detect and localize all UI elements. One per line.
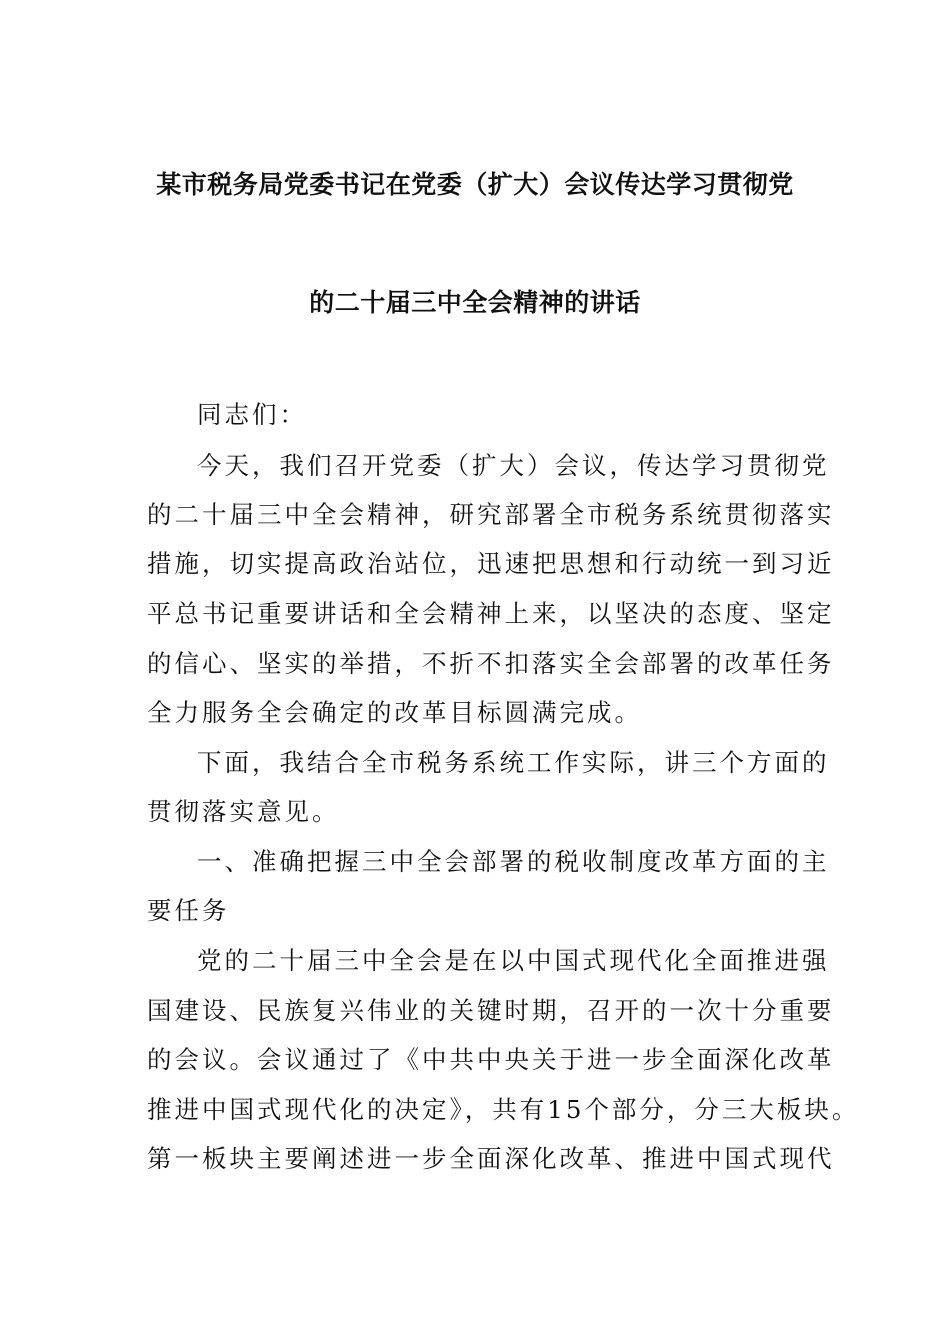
body-line: 下面，我结合全市税务系统工作实际，讲三个方面的: [197, 748, 830, 777]
body-line: 第一板块主要阐述进一步全面深化改革、推进中国式现代: [147, 1144, 835, 1173]
body-line: 贯彻落实意见。: [147, 797, 340, 826]
body-line: 措施，切实提高政治站位，迅速把思想和行动统一到习近: [147, 549, 835, 578]
body-line: 今天，我们召开党委（扩大）会议，传达学习贯彻党: [197, 451, 830, 480]
body-line: 推进中国式现代化的决定》，共有15个部分，分三大板块。: [147, 1095, 860, 1124]
document-title-line-2: 的二十届三中全会精神的讲话: [309, 288, 641, 317]
body-line: 的信心、坚实的举措，不折不扣落实全会部署的改革任务: [147, 649, 835, 678]
body-line: 党的二十届三中全会是在以中国式现代化全面推进强: [197, 946, 830, 975]
body-line: 平总书记重要讲话和全会精神上来，以坚决的态度、坚定: [147, 599, 835, 628]
body-line: 国建设、民族复兴伟业的关键时期，召开的一次十分重要: [147, 996, 835, 1025]
body-line: 的会议。会议通过了《中共中央关于进一步全面深化改革: [147, 1045, 835, 1074]
body-line: 的二十届三中全会精神，研究部署全市税务系统贯彻落实: [147, 500, 835, 529]
salutation: 同志们：: [197, 400, 307, 429]
section-heading-line: 一、准确把握三中全会部署的税收制度改革方面的主: [197, 847, 830, 876]
section-heading-line: 要任务: [147, 896, 230, 925]
body-line: 全力服务全会确定的改革目标圆满完成。: [147, 698, 642, 727]
document-title-line-1: 某市税务局党委书记在党委（扩大）会议传达学习贯彻党: [156, 170, 794, 199]
